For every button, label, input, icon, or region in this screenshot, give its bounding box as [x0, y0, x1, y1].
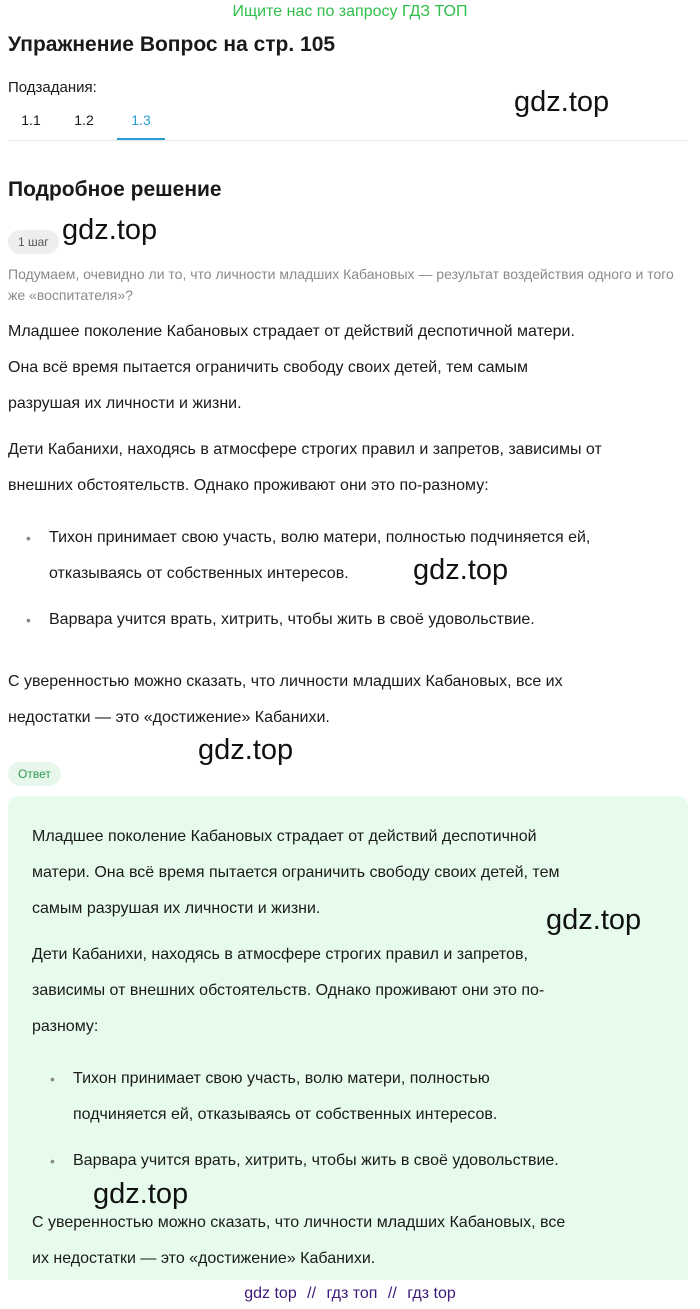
watermark: gdz.top — [514, 86, 610, 118]
answer-line: самым разрушая их личности и жизни. — [32, 900, 321, 917]
list-item-line: отказываясь от собственных интересов. — [49, 565, 349, 582]
footer-separator: // — [387, 1285, 397, 1302]
solution-line: разрушая их личности и жизни. — [8, 395, 242, 412]
solution-line: Младшее поколение Кабановых страдает от действий деспотичной матери. — [8, 323, 575, 340]
list-item-line: Варвара учится врать, хитрить, чтобы жить в своё удовольствие. — [73, 1152, 559, 1169]
list-item — [8, 602, 692, 638]
answer-line: С уверенностью можно сказать, что личности младших Кабановых, все — [32, 1214, 566, 1231]
solution-content — [8, 314, 692, 736]
solution-line: С уверенностью можно сказать, что личности младших Кабановых, все их — [8, 673, 563, 690]
answer-line: Дети Кабанихи, находясь в атмосфере строгих правил и запретов, — [32, 946, 528, 963]
solution-line: Она всё время пытается ограничить свободу своих детей, тем самым — [8, 359, 528, 376]
list-item-line: Тихон принимает свою участь, волю матери, полностью подчиняется ей, — [49, 529, 591, 546]
tab-1-2[interactable]: 1.2 — [74, 112, 94, 128]
footer-links — [0, 1284, 700, 1304]
tab-1-3[interactable]: 1.3 — [117, 104, 165, 140]
solution-line: Дети Кабанихи, находясь в атмосфере строгих правил и запретов, зависимы от — [8, 441, 602, 458]
subtasks-label: Подзадания: — [8, 79, 97, 96]
answer-line: зависимы от внешних обстоятельств. Однако проживают они это по- — [32, 982, 545, 999]
list-item — [8, 520, 692, 592]
list-item — [32, 1061, 662, 1133]
answer-badge: Ответ — [8, 762, 61, 786]
answer-bullet-list — [32, 1061, 662, 1179]
step-badge: 1 шаг — [8, 230, 59, 254]
list-item-line: подчиняется ей, отказываясь от собственных интересов. — [73, 1106, 498, 1123]
solution-bullet-list — [8, 520, 692, 638]
footer-separator: // — [307, 1285, 317, 1302]
footer-link[interactable]: gdz top — [244, 1285, 297, 1302]
footer-link[interactable]: гдз top — [407, 1285, 456, 1302]
solution-title: Подробное решение — [8, 178, 222, 201]
watermark: gdz.top — [198, 734, 294, 766]
answer-line: их недостатки — это «достижение» Кабанихи. — [32, 1250, 376, 1267]
watermark: gdz.top — [62, 214, 158, 246]
question-text: Подумаем, очевидно ли то, что личности младших Кабановых — результат воздействия одного и того же «воспитателя»? — [8, 266, 674, 303]
footer-link[interactable]: гдз топ — [326, 1285, 378, 1302]
solution-line: внешних обстоятельств. Однако проживают они это по-разному: — [8, 477, 489, 494]
list-item — [32, 1143, 662, 1179]
list-item-line: Тихон принимает свою участь, волю матери, полностью — [73, 1070, 490, 1087]
watermark: gdz.top — [93, 1178, 189, 1210]
watermark: gdz.top — [546, 904, 642, 936]
tab-1-1[interactable]: 1.1 — [21, 112, 41, 128]
page-title: Упражнение Вопрос на стр. 105 — [8, 33, 336, 56]
answer-line: Младшее поколение Кабановых страдает от действий деспотичной — [32, 828, 537, 845]
top-banner-link[interactable]: Ищите нас по запросу ГДЗ ТОП — [232, 3, 468, 20]
answer-line: разному: — [32, 1018, 99, 1035]
answer-line: матери. Она всё время пытается ограничить свободу своих детей, тем — [32, 864, 560, 881]
watermark: gdz.top — [413, 554, 509, 586]
list-item-line: Варвара учится врать, хитрить, чтобы жить в своё удовольствие. — [49, 611, 535, 628]
solution-line: недостатки — это «достижение» Кабанихи. — [8, 709, 330, 726]
